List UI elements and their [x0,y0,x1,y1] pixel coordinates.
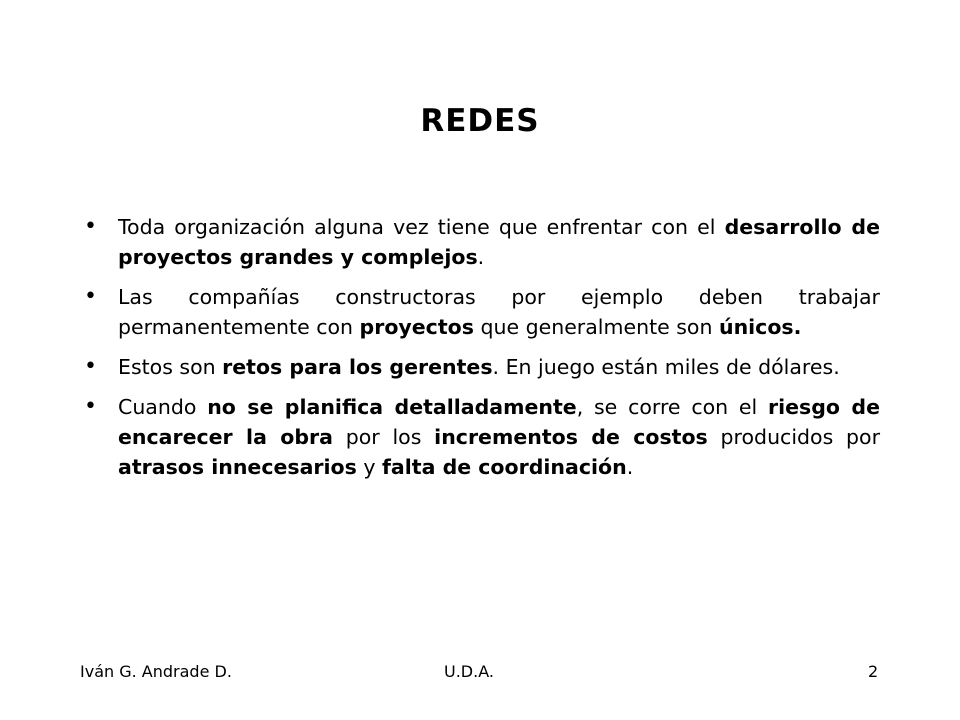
bullet-segment-bold: falta de coordinación [382,455,627,479]
bullet-icon: • [84,284,97,309]
bullet-item [82,392,880,482]
bullet-segment-bold: incrementos de costos [434,425,708,449]
bullet-text [118,215,880,269]
footer-institution: U.D.A. [444,662,494,681]
bullet-segment: . [626,455,634,479]
bullet-segment-bold: no se planifica detalladamente [207,395,577,419]
bullet-segment: que generalmente son [473,315,719,339]
slide-title: REDES [420,103,540,139]
bullet-segment-bold: únicos. [718,315,802,339]
bullet-segment-bold: proyectos [359,315,474,339]
bullet-segment: Cuando [118,395,208,419]
bullet-segment: producidos por [707,425,881,449]
bullet-segment: . En juego están miles de dólares. [492,355,840,379]
bullet-item [82,352,880,382]
footer-page-number: 2 [868,662,879,681]
bullet-segment-bold: desarrollo de proyectos grandes y complejos [118,215,880,269]
bullet-segment-bold: retos para los gerentes [222,355,493,379]
bullet-icon: • [84,354,97,379]
bullet-segment-bold: riesgo de encarecer la obra [118,395,880,449]
bullet-icon: • [84,214,97,239]
bullet-item [82,282,880,342]
bullet-segment: , se corre con el [576,395,769,419]
bullet-segment: y [356,455,383,479]
bullet-segment: . [477,245,485,269]
bullet-text [118,285,880,339]
bullet-segment-bold: atrasos innecesarios [118,455,357,479]
bullet-segment: por los [332,425,435,449]
bullet-text [118,395,880,479]
footer-author: Iván G. Andrade D. [80,662,232,681]
bullet-segment: Estos son [118,355,223,379]
bullet-item [82,212,880,272]
bullet-text [118,355,840,379]
bullet-list [82,212,880,492]
bullet-segment: Las compañías constructoras por ejemplo deben trabajar permanentemente con [118,285,880,339]
bullet-segment: Toda organización alguna vez tiene que enfrentar con el [118,215,725,239]
bullet-icon: • [84,394,97,419]
